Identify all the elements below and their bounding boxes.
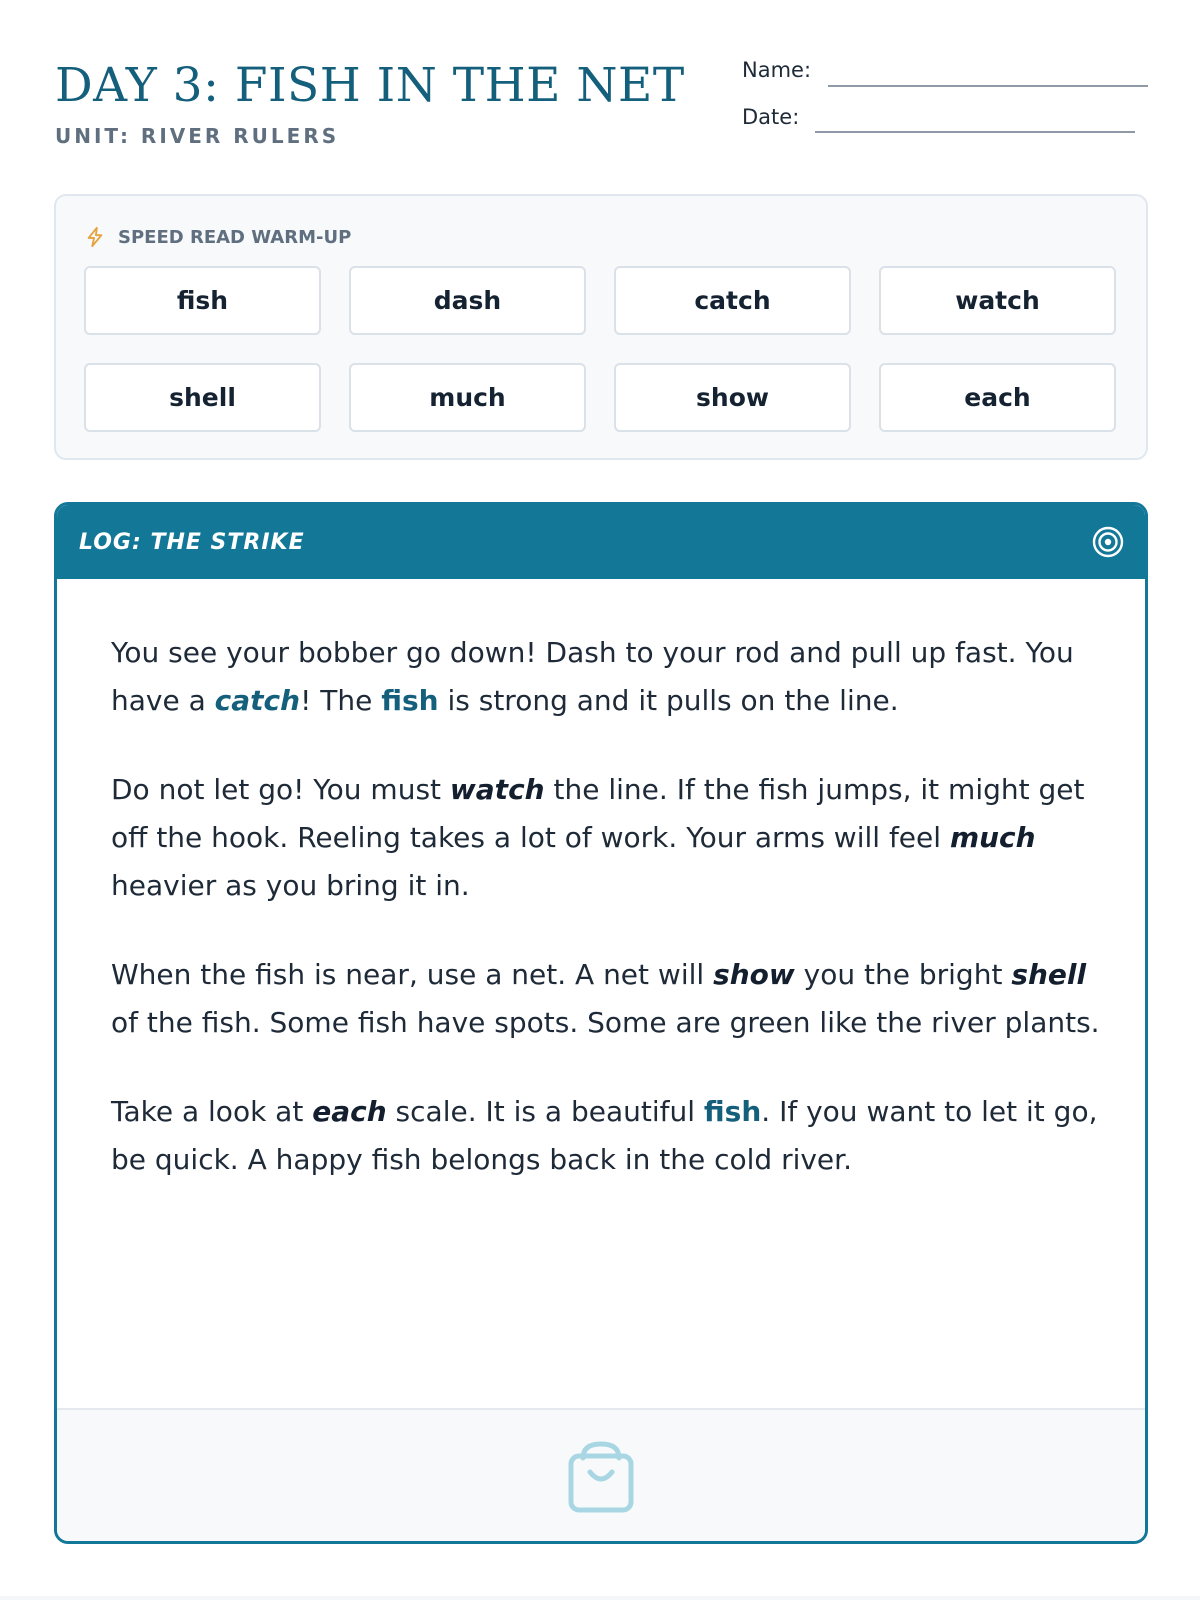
log-title: LOG: THE STRIKE [79, 529, 305, 555]
vocab-word: fish [381, 684, 439, 717]
vocab-word: catch [214, 684, 301, 717]
target-icon [1091, 525, 1125, 559]
page-title: DAY 3: FISH IN THE NET [55, 58, 685, 113]
vocab-word: watch [449, 773, 545, 806]
word-tile: show [614, 363, 851, 432]
word-grid [84, 266, 1118, 432]
name-field[interactable] [828, 85, 1148, 87]
log-footer [57, 1408, 1145, 1541]
story-text [111, 629, 1101, 1225]
word-tile: each [879, 363, 1116, 432]
story-paragraph: Take a look at each scale. It is a beautiful fish. If you want to let it go, be quick. A happy fish belongs back in the cold river. [111, 1095, 1098, 1176]
date-label: Date: [742, 105, 800, 129]
vocab-word: Dash [545, 636, 617, 669]
word-tile: shell [84, 363, 321, 432]
vocab-word: show [713, 958, 795, 991]
vocab-word: each [312, 1095, 387, 1128]
vocab-word: much [949, 821, 1036, 854]
date-field[interactable] [815, 131, 1135, 133]
story-paragraph: When the fish is near, use a net. A net will show you the bright shell of the fish. Some fish have spots. Some are green like the river plants. [111, 958, 1100, 1039]
word-tile: much [349, 363, 586, 432]
vocab-word: fish [703, 1095, 762, 1128]
story-paragraph: Do not let go! You must watch the line. If the fish jumps, it might get off the hook. Reeling takes a lot of work. Your arms will feel much heavier as you bring it in. [111, 773, 1085, 902]
speed-read-warmup [54, 194, 1148, 460]
word-tile: watch [879, 266, 1116, 335]
basket-icon [566, 1438, 636, 1514]
log-card [54, 502, 1148, 1544]
lightning-bolt-icon [84, 226, 106, 248]
story-paragraph: You see your bobber go down! Dash to your rod and pull up fast. You have a catch! The fish is strong and it pulls on the line. [111, 636, 1074, 717]
word-tile: dash [349, 266, 586, 335]
unit-subtitle: UNIT: RIVER RULERS [55, 124, 340, 148]
word-tile: fish [84, 266, 321, 335]
name-label: Name: [742, 58, 812, 82]
vocab-word: shell [1011, 958, 1087, 991]
log-header [57, 505, 1145, 579]
word-tile: catch [614, 266, 851, 335]
warmup-title: SPEED READ WARM-UP [118, 226, 352, 248]
warmup-heading [84, 226, 351, 248]
